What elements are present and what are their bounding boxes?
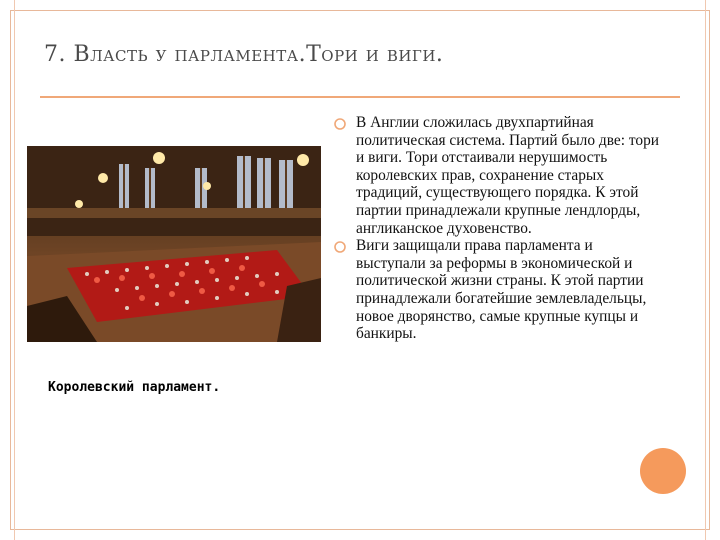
bullet-item [332,237,662,343]
title-divider [40,96,680,98]
frame-left-line [14,0,15,540]
circle-bullet-icon [332,239,348,255]
bullet-item [332,114,662,237]
slide-title: 7. Власть у парламента.Тори и виги. [44,42,444,67]
decorative-circle [640,448,686,494]
frame-right-line [705,0,706,540]
photo-caption: Королевский парламент. [48,380,221,395]
bullet-text: Виги защищали права парламента и выступали за реформы в экономической и политической жизни страны. К этой партии принадлежали богатейшие землевладельцы, новое дворянство, самые крупные купцы и банкиры. [356,237,647,343]
bullet-list [332,114,662,343]
circle-bullet-icon [332,116,348,132]
parliament-chamber-illustration [27,146,321,342]
parliament-photo [27,146,321,342]
bullet-text: В Англии сложилась двухпартийная политическая система. Партий было две: тори и виги. Тори отстаивали нерушимость королевских прав, сохранение старых традиций, существующего порядка. К этой партии принадлежали крупные лендлорды, англиканское духовенство. [356,114,660,237]
